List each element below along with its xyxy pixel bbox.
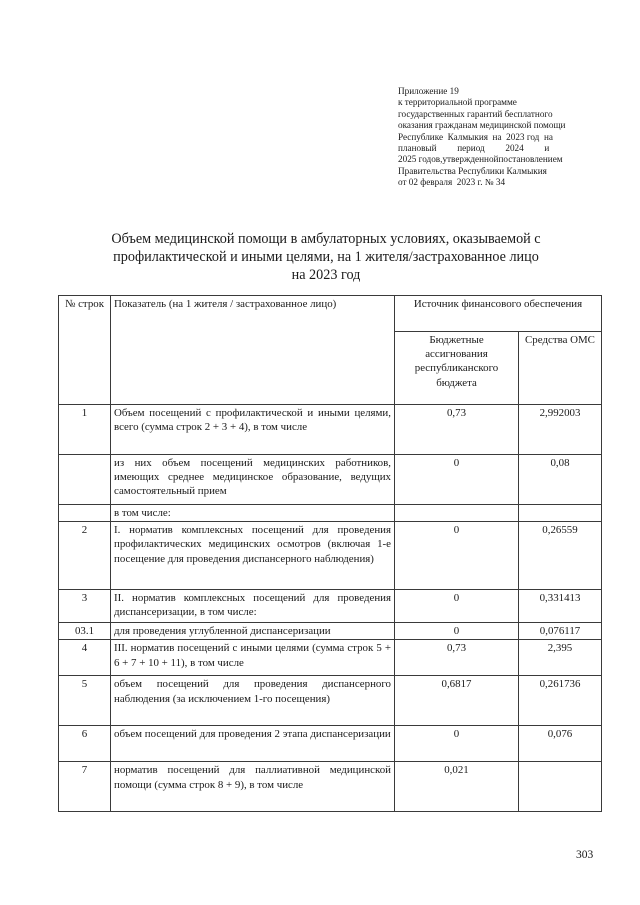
row-number: 5	[59, 676, 111, 726]
row-budget-value: 0,6817	[395, 676, 519, 726]
row-budget-value	[395, 505, 519, 522]
table-row	[59, 505, 602, 522]
row-number: 7	[59, 762, 111, 812]
row-oms-value: 0,331413	[519, 590, 602, 623]
page-number: 303	[576, 849, 594, 861]
row-number: 1	[59, 405, 111, 455]
row-number	[59, 455, 111, 505]
header-budget: Бюджетные ассигнования республиканского бюджета	[395, 332, 519, 405]
table-row	[59, 405, 602, 455]
row-number	[59, 505, 111, 522]
row-indicator: Объем посещений с профилактической и иными целями, всего (сумма строк 2 + 3 + 4), в том числе	[111, 405, 395, 455]
title-line: на 2023 год	[291, 267, 361, 283]
appendix-line: 2025 годов,утвержденнойпостановлением	[398, 154, 563, 165]
table-row	[59, 522, 602, 590]
appendix-line: государственных гарантий бесплатного	[398, 108, 553, 119]
row-number: 03.1	[59, 623, 111, 640]
table-row	[59, 623, 602, 640]
table-row	[59, 590, 602, 623]
row-number: 6	[59, 726, 111, 762]
document-title	[60, 230, 592, 284]
header-indicator: Показатель (на 1 жителя / застрахованное лицо)	[111, 296, 395, 405]
row-budget-value: 0	[395, 623, 519, 640]
row-indicator: из них объем посещений медицинских работников, имеющих среднее медицинское образование, ведущих самостоятельный прием	[111, 455, 395, 505]
row-oms-value: 2,992003	[519, 405, 602, 455]
row-indicator: I. норматив комплексных посещений для проведения профилактических медицинских осмотров (включая 1-е посещение для проведения диспансерного наблюдения)	[111, 522, 395, 590]
table-row	[59, 726, 602, 762]
table-row	[59, 640, 602, 676]
row-indicator: II. норматив комплексных посещений для проведения диспансеризации, в том числе:	[111, 590, 395, 623]
row-indicator: норматив посещений для паллиативной медицинской помощи (сумма строк 8 + 9), в том числе	[111, 762, 395, 812]
appendix-line: Приложение 19	[398, 86, 459, 96]
row-budget-value: 0,73	[395, 640, 519, 676]
table-row	[59, 455, 602, 505]
row-indicator: объем посещений для проведения 2 этапа диспансеризации	[111, 726, 395, 762]
row-indicator: для проведения углубленной диспансеризации	[111, 623, 395, 640]
row-oms-value: 0,26559	[519, 522, 602, 590]
row-budget-value: 0,021	[395, 762, 519, 812]
appendix-line: Правительства Республики Калмыкия	[398, 165, 547, 176]
header-row-number: № строк	[59, 296, 111, 405]
title-line: Объем медицинской помощи в амбулаторных условиях, оказываемой с	[111, 231, 541, 247]
row-budget-value: 0	[395, 522, 519, 590]
row-oms-value	[519, 505, 602, 522]
row-budget-value: 0	[395, 590, 519, 623]
appendix-line: Республике Калмыкия на 2023 год на	[398, 131, 553, 142]
table-row	[59, 762, 602, 812]
appendix-line: оказания гражданам медицинской помощи	[398, 120, 566, 131]
appendix-line: к территориальной программе	[398, 97, 517, 108]
row-number: 3	[59, 590, 111, 623]
row-oms-value	[519, 762, 602, 812]
header-funding-source: Источник финансового обеспечения	[395, 296, 602, 332]
row-budget-value: 0	[395, 726, 519, 762]
title-line: профилактической и иными целями, на 1 жителя/застрахованное лицо	[113, 249, 539, 265]
row-indicator: объем посещений для проведения диспансерного наблюдения (за исключением 1-го посещения)	[111, 676, 395, 726]
table-row	[59, 676, 602, 726]
row-budget-value: 0,73	[395, 405, 519, 455]
header-oms: Средства ОМС	[519, 332, 602, 405]
row-indicator: в том числе:	[111, 505, 395, 522]
appendix-line: плановый период 2024 и	[398, 143, 550, 154]
appendix-line: от 02 февраля 2023 г. № 34	[398, 177, 506, 188]
row-oms-value: 0,08	[519, 455, 602, 505]
row-oms-value: 2,395	[519, 640, 602, 676]
row-number: 4	[59, 640, 111, 676]
row-budget-value: 0	[395, 455, 519, 505]
row-number: 2	[59, 522, 111, 590]
volume-table	[58, 295, 602, 812]
appendix-block	[398, 86, 596, 189]
row-oms-value: 0,076	[519, 726, 602, 762]
row-oms-value: 0,076117	[519, 623, 602, 640]
row-indicator: III. норматив посещений с иными целями (сумма строк 5 + 6 + 7 + 10 + 11), в том числе	[111, 640, 395, 676]
row-oms-value: 0,261736	[519, 676, 602, 726]
